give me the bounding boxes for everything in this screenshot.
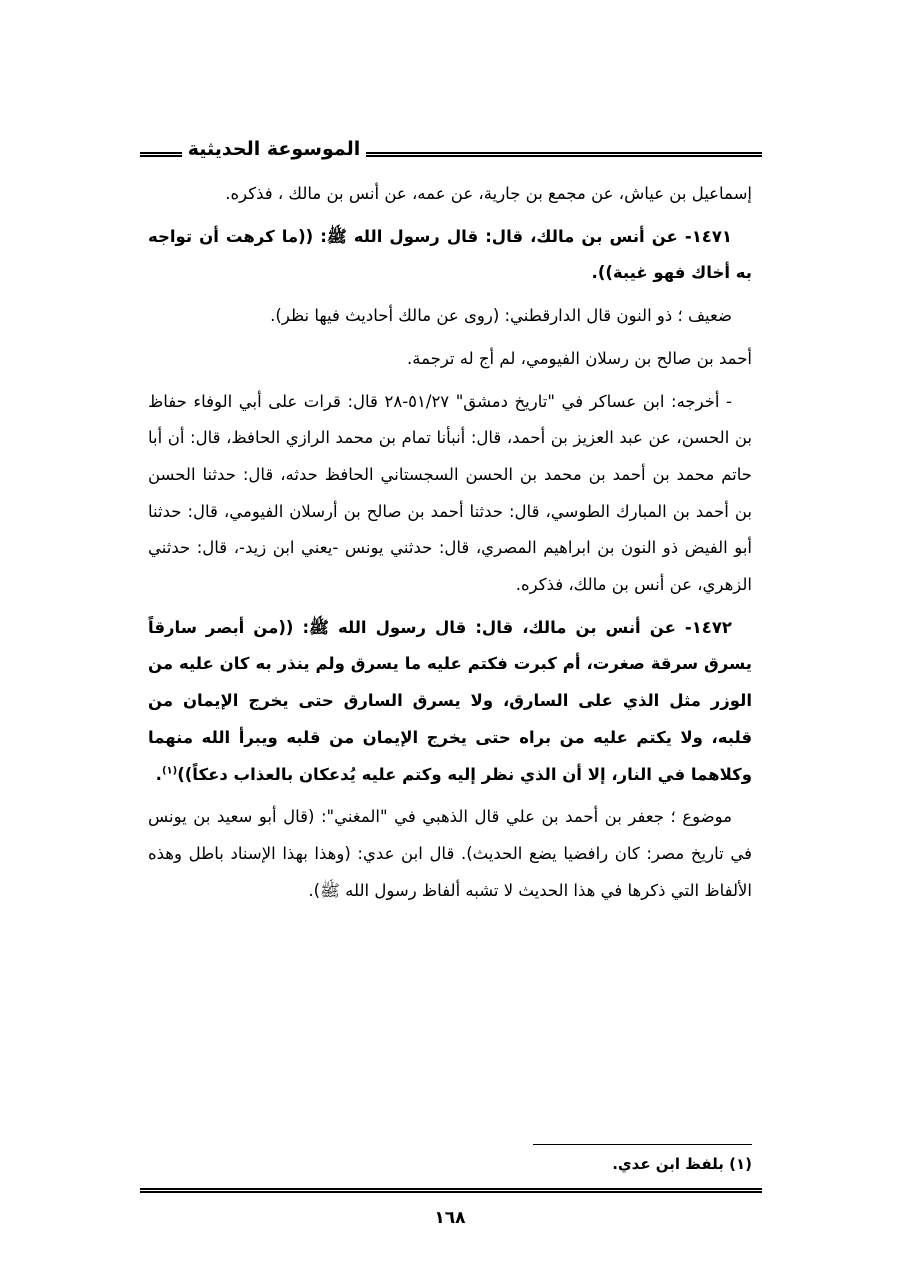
hadith-1472 xyxy=(148,610,752,794)
takhrij-1471: - أخرجه: ابن عساكر في "تاريخ دمشق" ٥١/٢٧-٢٨ قال: قرات على أبي الوفاء حفاظ بن الحسن، عن عبد العزيز بن أحمد، قال: أنبأنا تمام بن محمد الرازي الحافظ، قال: أن أبا حاتم محمد بن أحمد بن محمد بن الحسن السجستاني الحافظ حدثه، قال: حدثنا الحسن بن أحمد بن المبارك الطوسي، قال: حدثنا أحمد بن صالح بن أرسلان الفيومي، قال: حدثنا أبو الفيض ذو النون بن ابراهيم المصري، قال: حدثني يونس -يعني ابن زيد-، قال: حدثني الزهري، عن أنس بن مالك، فذكره. xyxy=(148,391,752,595)
grading-1471: ضعيف ؛ ذو النون قال الدارقطني: (روى عن مالك أحاديث فيها نظر). xyxy=(270,306,732,326)
page-title: الموسوعة الحديثية xyxy=(187,138,361,160)
page-number: ١٦٨ xyxy=(434,1208,466,1228)
header-rule-left xyxy=(140,152,182,157)
paragraph-isnad-continuation: إسماعيل بن عياش، عن مجمع بن جارية، عن عمه، عن أنس بن مالك ، فذكره. xyxy=(225,184,752,203)
footnote: (١) بلفظ ابن عدي. xyxy=(612,1155,752,1173)
footnote-divider xyxy=(533,1144,752,1145)
footnote-ref[interactable]: (١) xyxy=(161,765,178,777)
footer-rule xyxy=(140,1188,762,1193)
narrator-note-1471: أحمد بن صالح بن رسلان الفيومي، لم أج له ترجمة. xyxy=(407,348,752,368)
grading-1472: موضوع ؛ جعفر بن أحمد بن علي قال الذهبي في "المغني": (قال أبو سعيد بن يونس في تاريخ مصر: كان رافضيا يضع الحديث). قال ابن عدي: (وهذا بهذا الإسناد باطل وهذه الألفاظ التي ذكرها في هذا الحديث لا تشبه ألفاظ رسول الله ﷺ). xyxy=(148,807,752,900)
page-body xyxy=(148,176,752,915)
hadith-1472-text: ١٤٧٢- عن أنس بن مالك، قال: قال رسول الله ﷺ: ((من أبصر سارقاً يسرق سرقة صغرت، أم كبرت فكتم عليه ما يسرق ولم ينذر به كان عليه من الوزر مثل الذي على السارق، ولا يسرق السارق حتى يخرج الإيمان من قلبه، ولا يكتم عليه من براه حتى يخرج الإيمان من قلبه ويبرأ الله منهما وكلاهما في النار، إلا أن الذي نظر إليه وكتم عليه يُدعكان بالعذاب دعكاً)) xyxy=(148,617,752,784)
hadith-1471: ١٤٧١- عن أنس بن مالك، قال: قال رسول الله ﷺ: ((ما كرهت أن تواجه به أخاك فهو غيبة)). xyxy=(148,226,752,283)
header-rule-right xyxy=(366,152,762,157)
hadith-1472-end: . xyxy=(155,764,162,784)
page-header xyxy=(140,132,762,172)
